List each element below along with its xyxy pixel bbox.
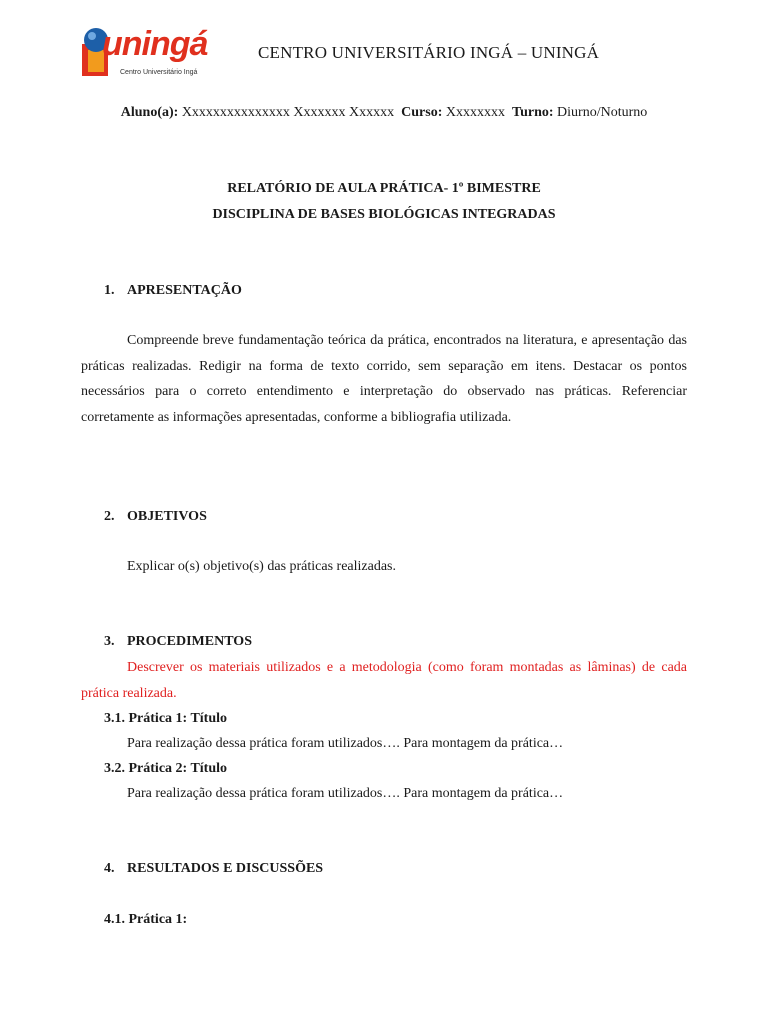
logo-subtitle: Centro Universitário Ingá bbox=[120, 69, 198, 76]
results-practice-1-heading: 4.1. Prática 1: bbox=[104, 912, 188, 927]
practice-1-heading: 3.1. Prática 1: Título bbox=[104, 711, 228, 726]
section-3-title: PROCEDIMENTOS bbox=[127, 634, 252, 649]
section-2-number: 2. bbox=[104, 509, 115, 524]
practice-2-heading: 3.2. Prática 2: Título bbox=[104, 761, 228, 776]
section-4-heading bbox=[104, 861, 323, 877]
logo-wordmark: uningá bbox=[102, 25, 208, 63]
section-2-title: OBJETIVOS bbox=[127, 509, 207, 524]
aluno-value: Xxxxxxxxxxxxxxx Xxxxxxx Xxxxxx bbox=[181, 105, 395, 120]
curso-value: Xxxxxxxx bbox=[445, 105, 506, 120]
report-title: RELATÓRIO DE AULA PRÁTICA- 1º BIMESTRE bbox=[227, 181, 541, 196]
practice-1-text: Para realização dessa prática foram utilizados…. Para montagem da prática… bbox=[127, 736, 564, 751]
student-info bbox=[0, 105, 768, 121]
section-4-number: 4. bbox=[104, 861, 115, 876]
section-3-instruction: Descrever os materiais utilizados e a metodologia (como foram montadas as lâminas) de cada prática realizada. bbox=[81, 660, 687, 701]
section-3-number: 3. bbox=[104, 634, 115, 649]
turno-value: Diurno/Noturno bbox=[557, 105, 648, 120]
section-4-title: RESULTADOS E DISCUSSÕES bbox=[127, 861, 324, 876]
section-2-text: Explicar o(s) objetivo(s) das práticas realizadas. bbox=[127, 559, 397, 574]
uninga-logo bbox=[80, 22, 206, 82]
institution-title: CENTRO UNIVERSITÁRIO INGÁ – UNINGÁ bbox=[258, 43, 600, 62]
practice-2-text: Para realização dessa prática foram utilizados…. Para montagem da prática… bbox=[127, 786, 564, 801]
section-3-heading bbox=[104, 634, 252, 650]
aluno-label: Aluno(a): bbox=[120, 105, 179, 120]
section-1-heading bbox=[104, 283, 242, 299]
section-1-title: APRESENTAÇÃO bbox=[127, 283, 242, 298]
turno-label: Turno: bbox=[512, 105, 554, 120]
curso-label: Curso: bbox=[401, 105, 443, 120]
section-2-heading bbox=[104, 509, 207, 525]
section-1-text: Compreende breve fundamentação teórica da prática, encontrados na literatura, e apresentação das práticas realizadas. Redigir na forma de texto corrido, sem separação em itens. Destacar os pontos necessários para o correto entendimento e interpretação do observado nas práticas. Referenciar corretamente as informações apresentadas, conforme a bibliografia utilizada. bbox=[81, 333, 687, 425]
section-1-number: 1. bbox=[104, 283, 115, 298]
discipline-title: DISCIPLINA DE BASES BIOLÓGICAS INTEGRADAS bbox=[212, 207, 556, 222]
